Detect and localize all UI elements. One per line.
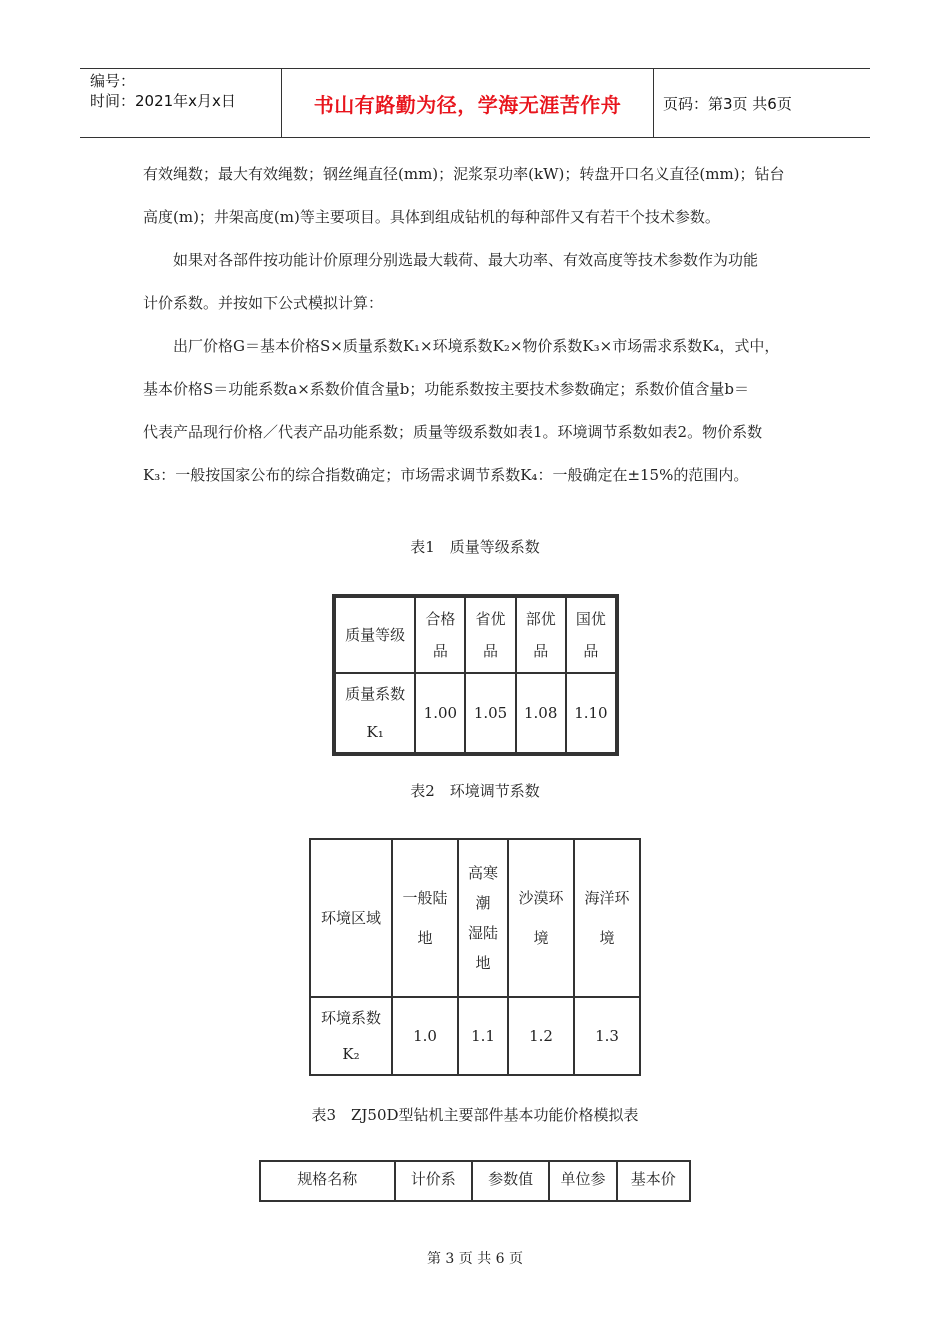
table-cell: 1.08: [516, 673, 566, 753]
body-text: [143, 158, 813, 491]
table1-row-label: [335, 597, 415, 673]
paragraph-line: 如果对各部件按功能计价原理分别选最大载荷、最大功率、有效高度等技术参数作为功能: [173, 251, 759, 269]
header-motto: 书山有路勤为径，学海无涯苦作舟: [313, 93, 622, 117]
table-header-cell: 计价系: [395, 1161, 472, 1201]
table3-caption: 表3 ZJ50D型钻机主要部件基本功能价格模拟表: [311, 1106, 639, 1124]
page-footer: 第 3 页 共 6 页: [426, 1251, 524, 1267]
table-cell: 部优 品: [516, 597, 566, 673]
paragraph-line: 基本价格S＝功能系数a×系数价值含量b；功能系数按主要技术参数确定；系数价值含量b＝: [143, 380, 749, 398]
paragraph-line: K₃：一般按国家公布的综合指数确定；市场需求调节系数K₄：一般确定在±15%的范围内。: [143, 466, 749, 484]
table-cell: 1.05: [465, 673, 515, 753]
table-header-cell: 参数值: [472, 1161, 549, 1201]
table-cell: 国优 品: [566, 597, 616, 673]
paragraph-line: 计价系数。并按如下公式模拟计算：: [143, 294, 384, 312]
table-cell: 一般陆 地: [392, 839, 458, 997]
table2-row-label: 环境系数 K₂: [310, 997, 392, 1075]
table1: [334, 596, 617, 754]
table-cell: 1.0: [392, 997, 458, 1075]
table-cell: 海洋环 境: [574, 839, 640, 997]
page-header: [80, 68, 870, 138]
table-cell-text: 质量等级: [345, 626, 406, 644]
table-cell: 1.2: [508, 997, 574, 1075]
table-cell: 1.3: [574, 997, 640, 1075]
table-cell: 1.00: [415, 673, 465, 753]
paragraph-line: 出厂价格G＝基本价格S×质量系数K₁×环境系数K₂×物价系数K₃×市场需求系数K₄，式中，: [173, 337, 780, 355]
serial-label: 编号：: [90, 72, 136, 90]
table-cell: 省优 品: [465, 597, 515, 673]
table2-row-label: 环境区域: [310, 839, 392, 997]
table-header-cell: 单位参: [549, 1161, 616, 1201]
header-divider: [653, 69, 654, 137]
table-cell: 1.10: [566, 673, 616, 753]
table2-caption: 表2 环境调节系数: [410, 782, 540, 800]
paragraph-line: 有效绳数；最大有效绳数；钢丝绳直径(mm)；泥浆泵功率(kW)；转盘开口名义直径(mm)；钻台: [143, 165, 785, 183]
table-header-cell: 基本价: [617, 1161, 690, 1201]
time-label: 时间：2021年x月x日: [90, 92, 236, 110]
header-meta: [90, 71, 236, 111]
table3: [259, 1160, 691, 1202]
table1-caption: 表1 质量等级系数: [410, 538, 540, 556]
table-cell: 高寒 潮 湿陆 地: [458, 839, 508, 997]
table-cell: 1.1: [458, 997, 508, 1075]
header-page-number: 页码：第3页 共6页: [663, 95, 792, 113]
table-cell: 合格 品: [415, 597, 465, 673]
table2: [309, 838, 641, 1076]
paragraph-line: 高度(m)；井架高度(m)等主要项目。具体到组成钻机的每种部件又有若干个技术参数。: [143, 208, 720, 226]
paragraph-line: 代表产品现行价格／代表产品功能系数；质量等级系数如表1。环境调节系数如表2。物价系数: [143, 423, 763, 441]
table-cell: 沙漠环 境: [508, 839, 574, 997]
table1-row-label: 质量系数 K₁: [335, 673, 415, 753]
table-header-cell: 规格名称: [260, 1161, 395, 1201]
